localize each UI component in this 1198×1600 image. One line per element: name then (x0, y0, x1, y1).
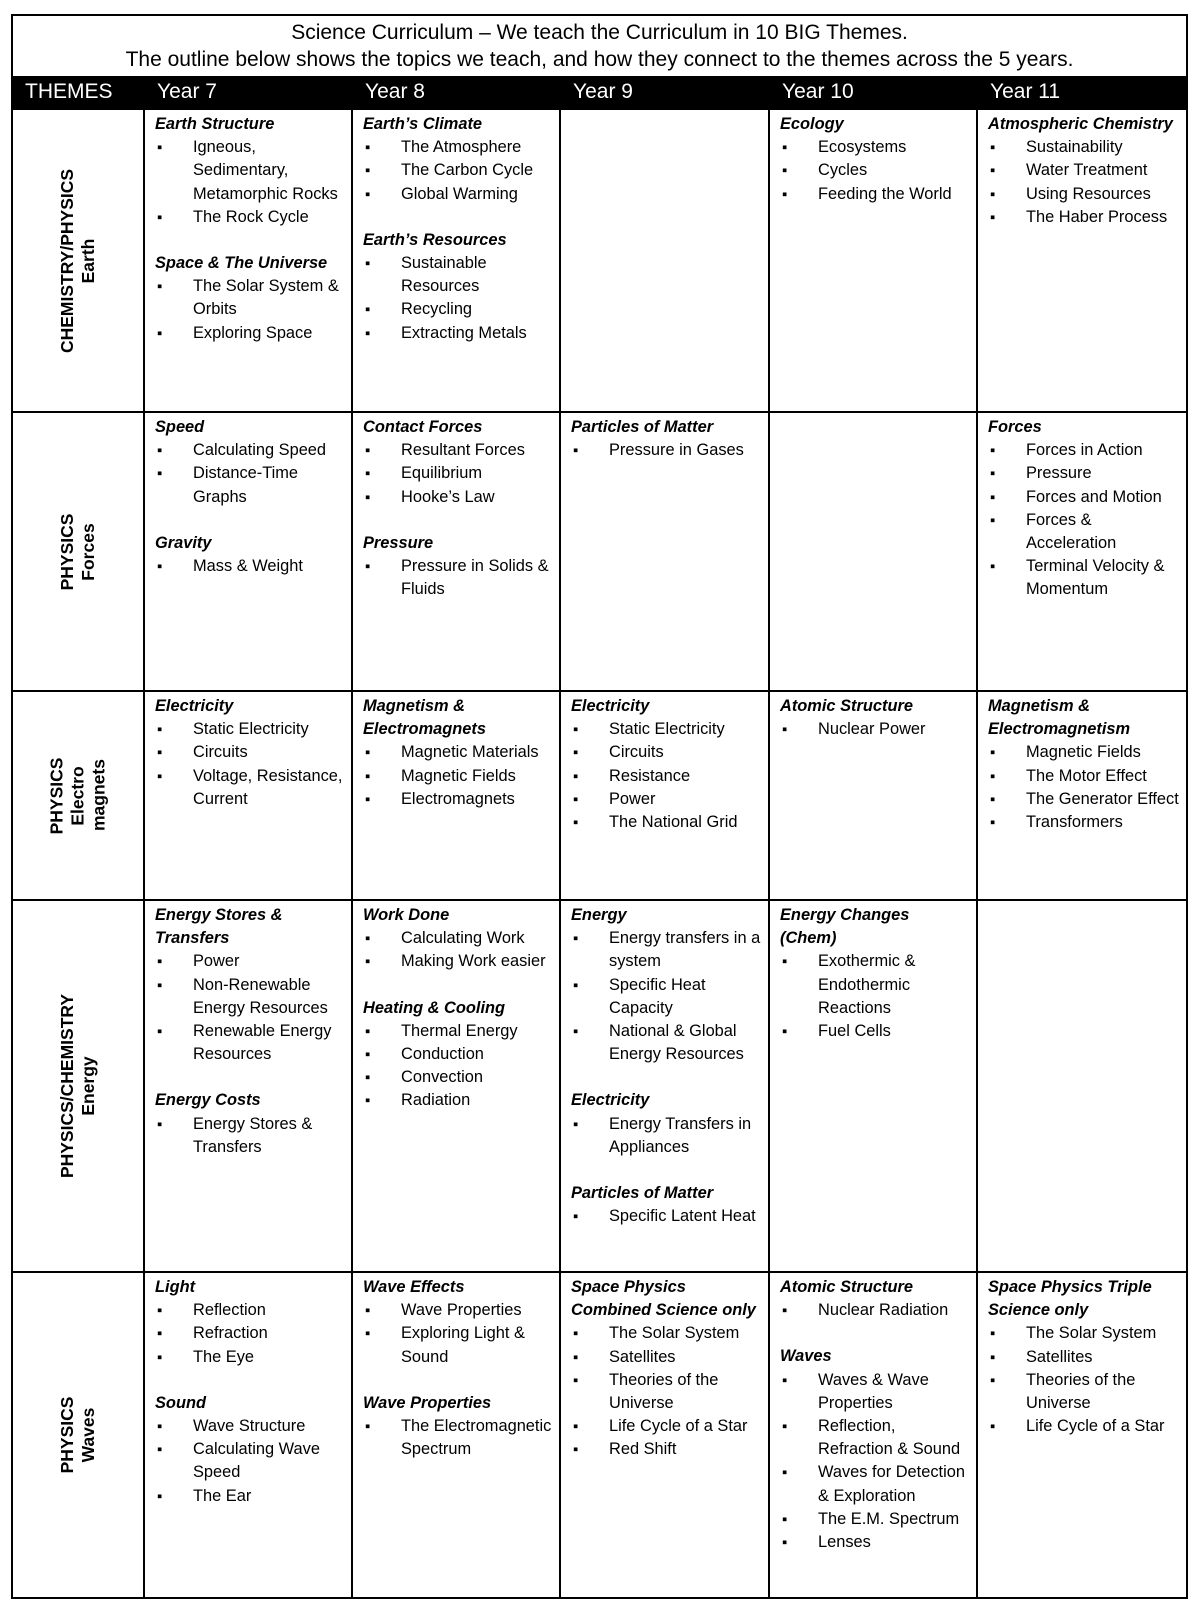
topic-section (988, 1276, 1180, 1438)
topic-title: Electricity (571, 1091, 650, 1110)
topic-section (780, 1276, 970, 1322)
theme-label (57, 168, 99, 352)
cell-year-11 (977, 900, 1187, 1272)
list-item: ▪ Magnetic Fields (988, 741, 1180, 764)
list-item: ▪ Satellites (988, 1346, 1180, 1369)
theme-row (12, 691, 1187, 900)
list-item: ▪ Calculating Work (363, 927, 553, 950)
header-year-10: Year 10 (769, 76, 977, 109)
topic-list (155, 136, 345, 229)
cell-year-10 (769, 691, 977, 900)
list-item: ▪ Transformers (988, 811, 1180, 834)
theme-subject: PHYSICS (57, 1396, 77, 1474)
list-item: ▪ Wave Structure (155, 1415, 345, 1438)
list-item: ▪ Conduction (363, 1043, 553, 1066)
list-item: ▪ Electromagnets (363, 788, 553, 811)
list-item: ▪ Hooke’s Law (363, 486, 553, 509)
cell-year-8 (352, 691, 560, 900)
topic-title: Energy Changes (Chem) (780, 906, 910, 948)
topic-list (571, 718, 762, 834)
topic-list (988, 439, 1180, 601)
list-item: ▪ Calculating Wave Speed (155, 1438, 345, 1484)
topic-list (571, 1205, 762, 1228)
list-item: ▪ Exothermic & Endothermic Reactions (780, 950, 970, 1020)
list-item: ▪ Reflection, Refraction & Sound (780, 1415, 970, 1461)
list-item: ▪ Static Electricity (571, 718, 762, 741)
title-line-1: Science Curriculum – We teach the Curriculum in 10 BIG Themes. (291, 21, 908, 44)
list-item: ▪ Refraction (155, 1322, 345, 1345)
cell-year-10 (769, 109, 977, 412)
topic-title: Waves (780, 1347, 832, 1366)
theme-row (12, 1272, 1187, 1598)
list-item: ▪ Convection (363, 1066, 553, 1089)
topic-section (155, 532, 345, 578)
topic-list (571, 1113, 762, 1159)
topic-section (571, 1089, 762, 1159)
topic-section (571, 1182, 762, 1228)
list-item: ▪ Voltage, Resistance, Current (155, 765, 345, 811)
topic-section (988, 113, 1180, 229)
list-item: ▪ Fuel Cells (780, 1020, 970, 1043)
header-year-9: Year 9 (560, 76, 769, 109)
list-item: ▪ The Eye (155, 1346, 345, 1369)
cell-year-8 (352, 1272, 560, 1598)
topic-list (155, 718, 345, 811)
topic-section (363, 113, 553, 206)
list-item: ▪ Red Shift (571, 1438, 762, 1461)
cell-year-10 (769, 412, 977, 691)
topic-title: Energy Stores & Transfers (155, 906, 283, 948)
topic-section (363, 1276, 553, 1369)
list-item: ▪ Magnetic Fields (363, 765, 553, 788)
list-item: ▪ Pressure (988, 462, 1180, 485)
topic-section (363, 416, 553, 509)
cell-year-11 (977, 1272, 1187, 1598)
list-item: ▪ Water Treatment (988, 159, 1180, 182)
topic-section (571, 904, 762, 1066)
list-item: ▪ Making Work easier (363, 950, 553, 973)
topic-list (571, 439, 762, 462)
list-item: ▪ Theories of the Universe (988, 1369, 1180, 1415)
theme-row (12, 412, 1187, 691)
list-item: ▪ Circuits (571, 741, 762, 764)
topic-title: Electricity (571, 697, 650, 715)
topic-section (571, 695, 762, 834)
topic-list (155, 1299, 345, 1369)
topic-section (571, 416, 762, 462)
list-item: ▪ Recycling (363, 298, 553, 321)
topic-title: Work Done (363, 906, 450, 924)
list-item: ▪ Extracting Metals (363, 322, 553, 345)
list-item: ▪ Exploring Light & Sound (363, 1322, 553, 1368)
topic-list (363, 252, 553, 345)
topic-section (363, 532, 553, 602)
cell-year-9 (560, 691, 769, 900)
theme-subject: PHYSICS/CHEMISTRY (57, 993, 77, 1179)
topic-list (571, 927, 762, 1066)
cell-year-7 (144, 691, 352, 900)
cell-year-7 (144, 900, 352, 1272)
theme-name: Waves (78, 1407, 98, 1463)
theme-name: Electro magnets (67, 758, 109, 831)
list-item: ▪ Cycles (780, 159, 970, 182)
curriculum-document (11, 14, 1186, 1597)
cell-year-7 (144, 412, 352, 691)
topic-title: Wave Effects (363, 1278, 465, 1296)
list-item: ▪ Life Cycle of a Star (571, 1415, 762, 1438)
list-item: ▪ The Carbon Cycle (363, 159, 553, 182)
list-item: ▪ Wave Properties (363, 1299, 553, 1322)
list-item: ▪ Exploring Space (155, 322, 345, 345)
topic-list (780, 950, 970, 1043)
list-item: ▪ Non-Renewable Energy Resources (155, 974, 345, 1020)
list-item: ▪ Forces in Action (988, 439, 1180, 462)
list-item: ▪ Terminal Velocity & Momentum (988, 555, 1180, 601)
theme-label (57, 1397, 99, 1474)
theme-subject: CHEMISTRY/PHYSICS (57, 168, 77, 353)
topic-list (363, 1415, 553, 1461)
topic-title: Light (155, 1278, 196, 1296)
list-item: ▪ Specific Latent Heat (571, 1205, 762, 1228)
list-item: ▪ Energy Stores & Transfers (155, 1113, 345, 1159)
topic-section (155, 695, 345, 811)
list-item: ▪ Using Resources (988, 183, 1180, 206)
topic-title: Space Physics Triple Science only (988, 1278, 1152, 1320)
topic-list (363, 136, 553, 206)
list-item: ▪ Thermal Energy (363, 1020, 553, 1043)
cell-year-11 (977, 412, 1187, 691)
cell-year-9 (560, 900, 769, 1272)
list-item: ▪ The Solar System (571, 1322, 762, 1345)
list-item: ▪ Lenses (780, 1531, 970, 1554)
cell-year-8 (352, 109, 560, 412)
theme-name: Forces (78, 522, 98, 581)
list-item: ▪ The Generator Effect (988, 788, 1180, 811)
topic-section (780, 695, 970, 741)
topic-title: Atomic Structure (780, 697, 913, 715)
topic-title: Magnetism & Electromagnets (363, 697, 486, 739)
topic-title: Electricity (155, 697, 234, 715)
topic-list (571, 1322, 762, 1461)
topic-list (363, 439, 553, 509)
topic-list (155, 1415, 345, 1508)
list-item: ▪ Life Cycle of a Star (988, 1415, 1180, 1438)
header-year-7: Year 7 (144, 76, 352, 109)
list-item: ▪ Pressure in Solids & Fluids (363, 555, 553, 601)
list-item: ▪ The Electromagnetic Spectrum (363, 1415, 553, 1461)
theme-cell (12, 109, 144, 412)
topic-title: Particles of Matter (571, 1184, 714, 1203)
list-item: ▪ Magnetic Materials (363, 741, 553, 764)
list-item: ▪ The Motor Effect (988, 765, 1180, 788)
cell-year-7 (144, 109, 352, 412)
topic-section (363, 997, 553, 1113)
list-item: ▪ Ecosystems (780, 136, 970, 159)
curriculum-table (11, 14, 1188, 1599)
list-item: ▪ Power (571, 788, 762, 811)
cell-year-9 (560, 412, 769, 691)
list-item: ▪ Forces & Acceleration (988, 509, 1180, 555)
topic-title: Earth’s Resources (363, 230, 507, 249)
topic-list (363, 741, 553, 811)
topic-section (363, 1392, 553, 1462)
header-year-11: Year 11 (977, 76, 1187, 109)
topic-title: Heating & Cooling (363, 998, 506, 1017)
list-item: ▪ Forces and Motion (988, 486, 1180, 509)
topic-list (780, 718, 970, 741)
topic-title: Energy (571, 906, 627, 924)
topic-title: Wave Properties (363, 1393, 492, 1412)
topic-list (363, 927, 553, 973)
list-item: ▪ Nuclear Radiation (780, 1299, 970, 1322)
topic-title: Gravity (155, 533, 212, 552)
topic-list (155, 555, 345, 578)
list-item: ▪ Static Electricity (155, 718, 345, 741)
topic-section (363, 229, 553, 345)
cell-year-9 (560, 109, 769, 412)
list-item: ▪ Nuclear Power (780, 718, 970, 741)
list-item: ▪ The Ear (155, 1485, 345, 1508)
topic-section (155, 1392, 345, 1508)
list-item: ▪ Waves & Wave Properties (780, 1369, 970, 1415)
list-item: ▪ Waves for Detection & Exploration (780, 1461, 970, 1507)
topic-section (571, 1276, 762, 1462)
header-themes: THEMES (12, 76, 144, 109)
document-title (12, 15, 1187, 76)
topic-list (155, 950, 345, 1066)
theme-label (57, 513, 99, 590)
cell-year-10 (769, 1272, 977, 1598)
topic-section (988, 695, 1180, 834)
topic-list (155, 1113, 345, 1159)
list-item: ▪ Circuits (155, 741, 345, 764)
topic-list (780, 136, 970, 206)
list-item: ▪ Satellites (571, 1346, 762, 1369)
topic-list (780, 1299, 970, 1322)
topic-section (988, 416, 1180, 602)
topic-title: Space & The Universe (155, 254, 328, 273)
list-item: ▪ The E.M. Spectrum (780, 1508, 970, 1531)
list-item: ▪ Equilibrium (363, 462, 553, 485)
cell-year-8 (352, 412, 560, 691)
topic-list (780, 1369, 970, 1555)
list-item: ▪ Sustainable Resources (363, 252, 553, 298)
list-item: ▪ Radiation (363, 1089, 553, 1112)
list-item: ▪ Renewable Energy Resources (155, 1020, 345, 1066)
cell-year-7 (144, 1272, 352, 1598)
list-item: ▪ Pressure in Gases (571, 439, 762, 462)
list-item: ▪ National & Global Energy Resources (571, 1020, 762, 1066)
list-item: ▪ Calculating Speed (155, 439, 345, 462)
topic-section (155, 1089, 345, 1159)
list-item: ▪ The Solar System (988, 1322, 1180, 1345)
topic-list (155, 275, 345, 345)
topic-title: Atomic Structure (780, 1278, 913, 1296)
theme-name: Energy (78, 1056, 98, 1116)
theme-cell (12, 1272, 144, 1598)
list-item: ▪ The Solar System & Orbits (155, 275, 345, 321)
list-item: ▪ Resistance (571, 765, 762, 788)
list-item: ▪ Power (155, 950, 345, 973)
topic-title: Atmospheric Chemistry (988, 115, 1173, 133)
topic-list (363, 555, 553, 601)
list-item: ▪ Sustainability (988, 136, 1180, 159)
topic-title: Earth Structure (155, 115, 275, 133)
topic-list (363, 1299, 553, 1369)
list-item: ▪ Reflection (155, 1299, 345, 1322)
topic-title: Sound (155, 1393, 206, 1412)
theme-label (47, 757, 110, 834)
list-item: ▪ Energy transfers in a system (571, 927, 762, 973)
list-item: ▪ The Haber Process (988, 206, 1180, 229)
topic-title: Ecology (780, 115, 844, 133)
theme-cell (12, 412, 144, 691)
list-item: ▪ Theories of the Universe (571, 1369, 762, 1415)
topic-list (363, 1020, 553, 1113)
topic-list (988, 741, 1180, 834)
topic-section (780, 1345, 970, 1554)
list-item: ▪ The Atmosphere (363, 136, 553, 159)
topic-section (155, 416, 345, 509)
topic-title: Pressure (363, 533, 434, 552)
list-item: ▪ Feeding the World (780, 183, 970, 206)
topic-title: Energy Costs (155, 1091, 261, 1110)
topic-title: Earth’s Climate (363, 115, 483, 133)
list-item: ▪ Distance-Time Graphs (155, 462, 345, 508)
title-line-2: The outline below shows the topics we teach, and how they connect to the themes across the 5 years. (125, 48, 1074, 71)
topic-section (363, 904, 553, 974)
cell-year-11 (977, 691, 1187, 900)
topic-section (780, 904, 970, 1043)
topic-section (155, 904, 345, 1066)
list-item: ▪ Igneous, Sedimentary, Metamorphic Rocks (155, 136, 345, 206)
topic-section (780, 113, 970, 206)
theme-subject: PHYSICS (57, 513, 77, 590)
topic-section (363, 695, 553, 811)
topic-title: Space Physics Combined Science only (571, 1278, 756, 1320)
topic-title: Forces (988, 418, 1042, 436)
topic-section (155, 1276, 345, 1369)
list-item: ▪ The National Grid (571, 811, 762, 834)
topic-list (988, 1322, 1180, 1438)
topic-list (988, 136, 1180, 229)
theme-name: Earth (78, 238, 98, 283)
list-item: ▪ Mass & Weight (155, 555, 345, 578)
cell-year-9 (560, 1272, 769, 1598)
topic-section (155, 252, 345, 345)
list-item: ▪ The Rock Cycle (155, 206, 345, 229)
topic-section (155, 113, 345, 229)
cell-year-8 (352, 900, 560, 1272)
theme-cell (12, 900, 144, 1272)
theme-row (12, 109, 1187, 412)
header-year-8: Year 8 (352, 76, 560, 109)
list-item: ▪ Specific Heat Capacity (571, 974, 762, 1020)
theme-label (57, 994, 99, 1178)
list-item: ▪ Global Warming (363, 183, 553, 206)
topic-list (155, 439, 345, 509)
list-item: ▪ Resultant Forces (363, 439, 553, 462)
theme-cell (12, 691, 144, 900)
topic-title: Speed (155, 418, 205, 436)
theme-subject: PHYSICS (46, 757, 67, 834)
topic-title: Particles of Matter (571, 418, 714, 436)
topic-title: Magnetism & Electromagnetism (988, 697, 1131, 739)
cell-year-11 (977, 109, 1187, 412)
list-item: ▪ Energy Transfers in Appliances (571, 1113, 762, 1159)
theme-row (12, 900, 1187, 1272)
topic-title: Contact Forces (363, 418, 483, 436)
cell-year-10 (769, 900, 977, 1272)
header-row (12, 76, 1187, 109)
